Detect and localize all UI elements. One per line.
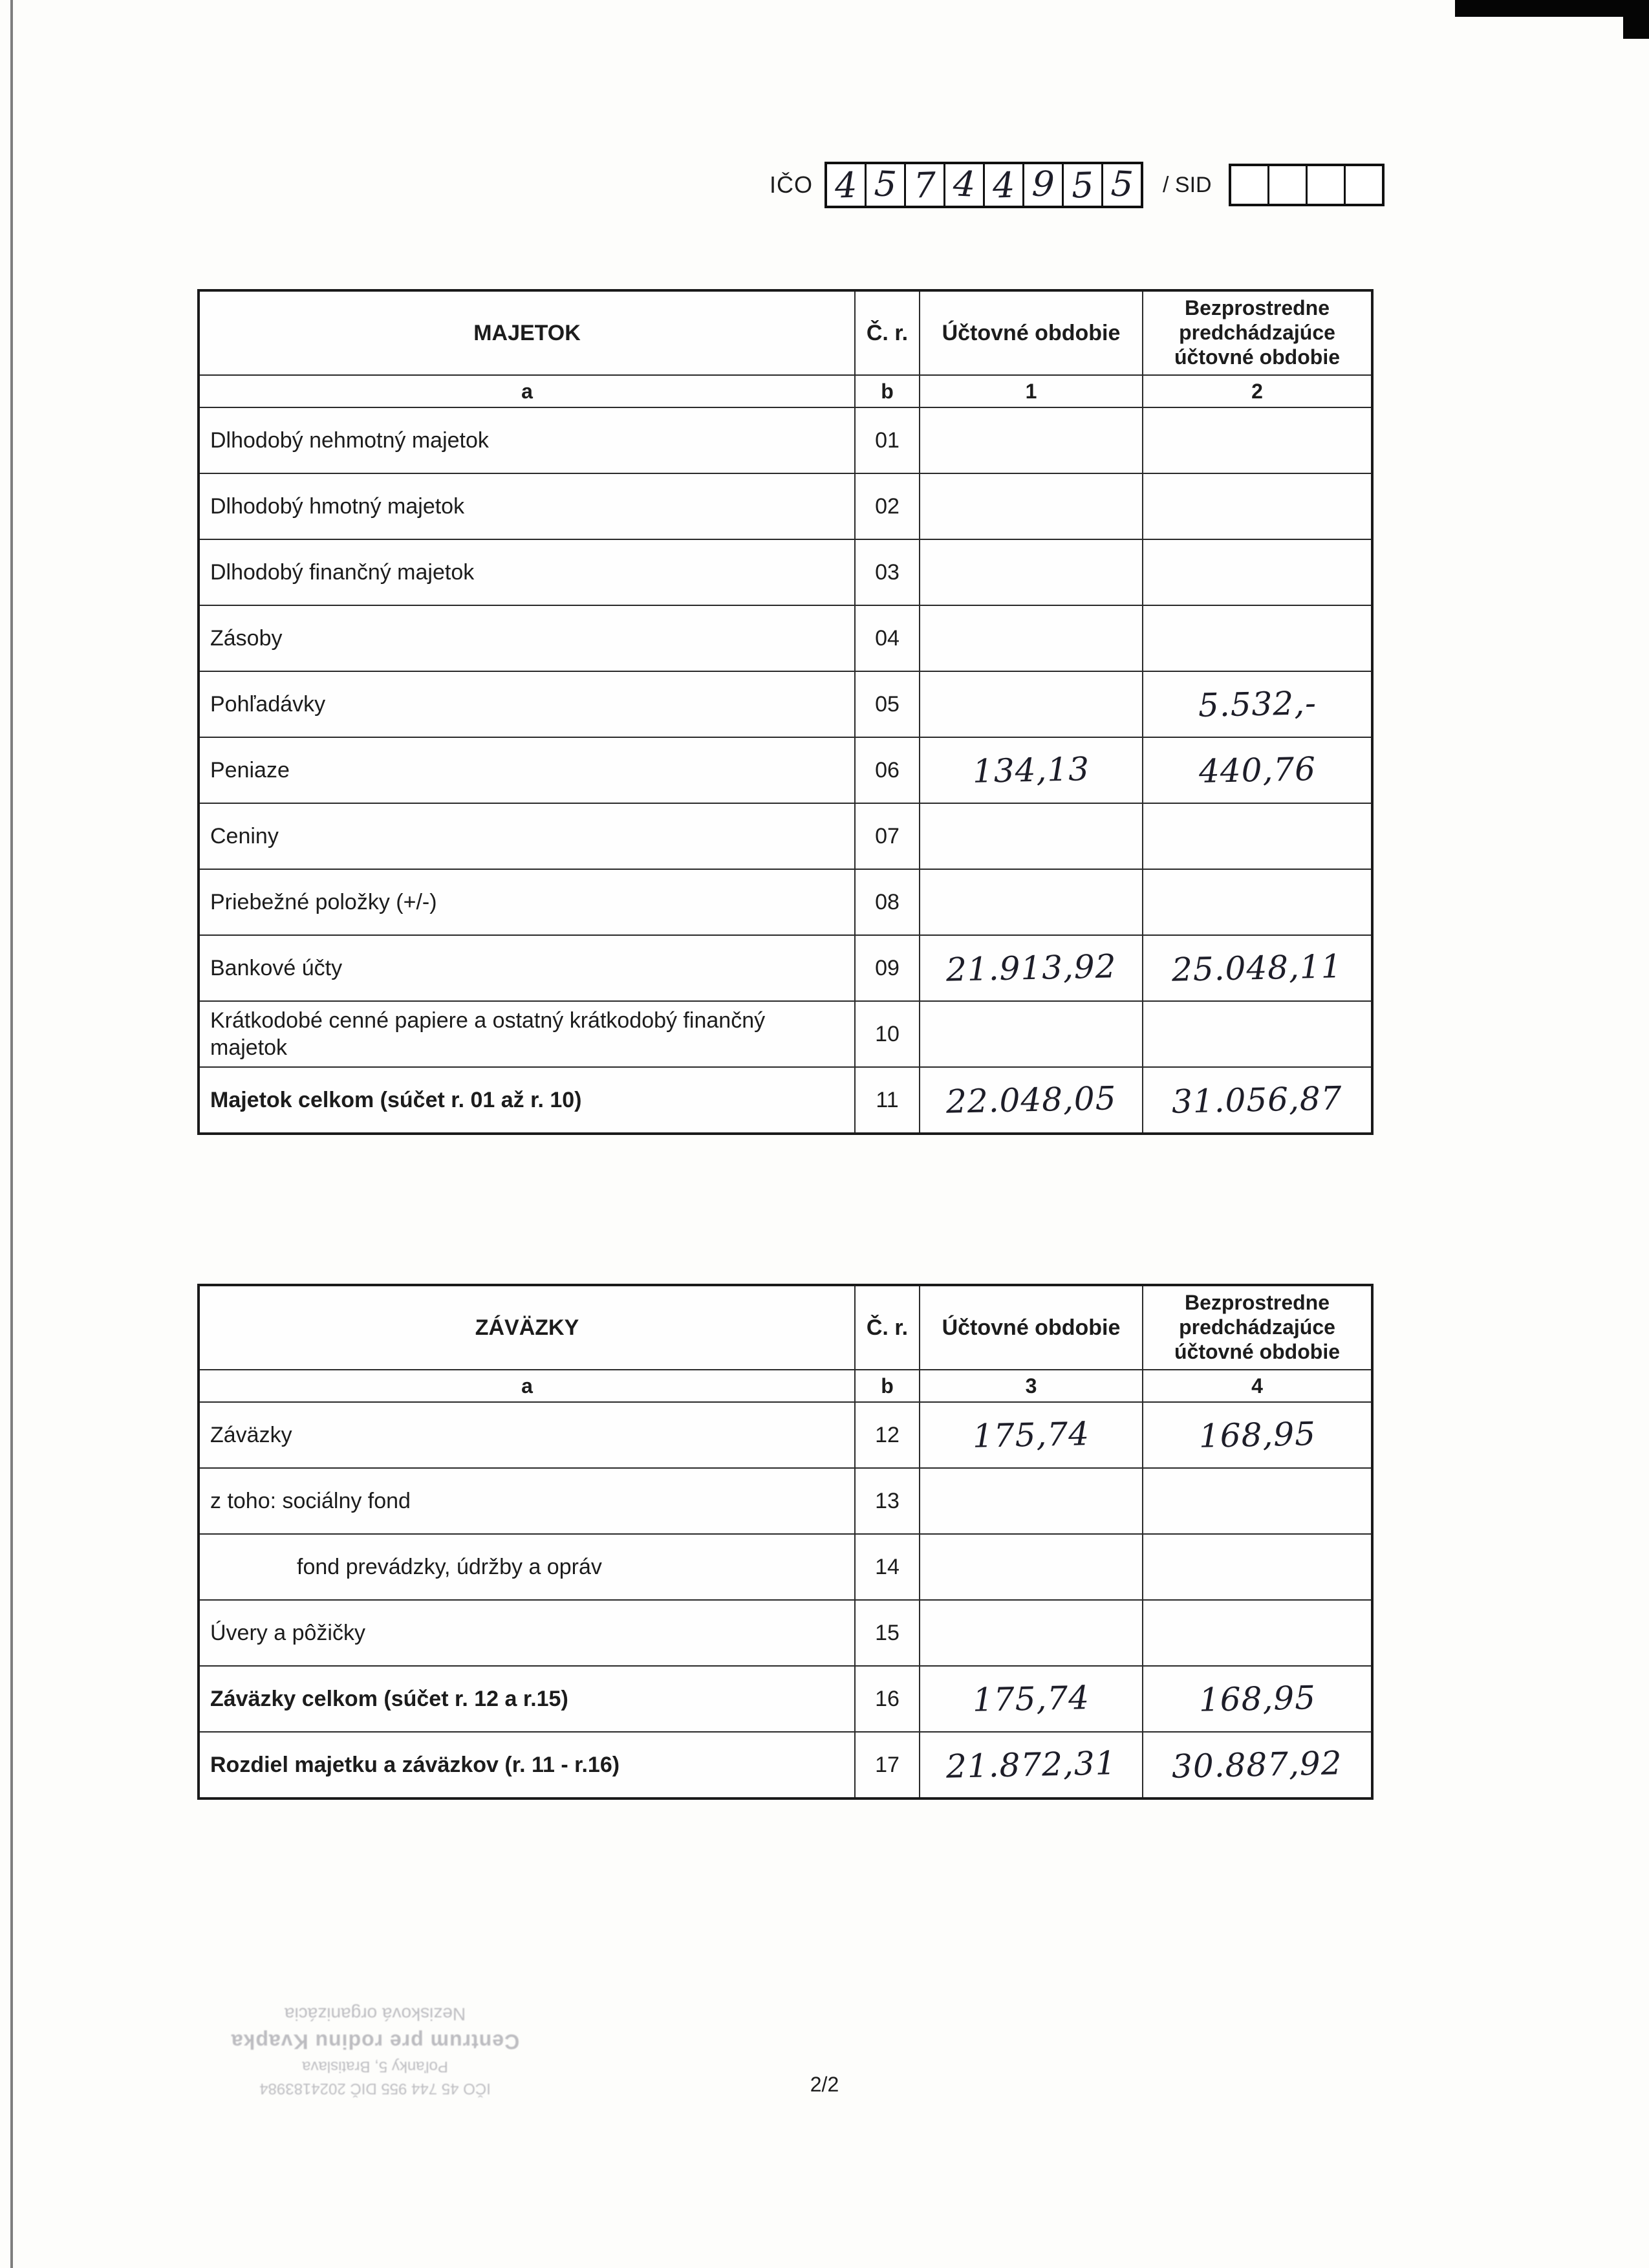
value-current	[920, 869, 1143, 935]
row-number: 08	[855, 869, 920, 935]
row-label: Rozdiel majetku a záväzkov (r. 11 - r.16)	[199, 1732, 855, 1798]
row-number: 02	[855, 473, 920, 539]
row-number: 15	[855, 1600, 920, 1666]
subheader-a: a	[199, 1370, 855, 1402]
column-header-previous-period: Bezprostredne predchádzajúce účtovné obdobie	[1143, 290, 1372, 375]
value-current	[920, 1534, 1143, 1600]
column-header-cr: Č. r.	[855, 290, 920, 375]
majetok-table	[197, 289, 1374, 1135]
table-row	[199, 473, 1372, 539]
ico-digit-box	[983, 164, 1022, 206]
row-label: fond prevádzky, údržby a opráv	[199, 1534, 855, 1600]
row-label: Krátkodobé cenné papiere a ostatný krátkodobý finančný majetok	[199, 1001, 855, 1067]
row-number: 09	[855, 935, 920, 1001]
value-previous	[1143, 1600, 1372, 1666]
stamp-line-ico: IČO 45 744 955 DIČ 2024183984	[259, 2080, 491, 2098]
table-row	[199, 671, 1372, 737]
ico-digit-box	[827, 164, 865, 206]
ico-digit: 4	[952, 162, 976, 205]
table-row	[199, 605, 1372, 671]
value-current	[920, 539, 1143, 605]
row-number: 17	[855, 1732, 920, 1798]
subheader-2: 2	[1143, 375, 1372, 407]
row-number: 01	[855, 407, 920, 473]
value-previous	[1143, 605, 1372, 671]
handwritten-value: 22.048,05	[945, 1079, 1117, 1121]
handwritten-value: 440,76	[1198, 750, 1317, 790]
majetok-subheader-row	[199, 375, 1372, 407]
row-label: Ceniny	[199, 803, 855, 869]
row-number: 05	[855, 671, 920, 737]
sid-box	[1306, 166, 1344, 204]
table-row	[199, 1600, 1372, 1666]
row-number: 10	[855, 1001, 920, 1067]
table-row	[199, 1468, 1372, 1534]
value-current	[920, 935, 1143, 1001]
subheader-1: 1	[920, 375, 1143, 407]
handwritten-value: 175,74	[972, 1679, 1090, 1719]
column-header-current-period: Účtovné obdobie	[920, 1285, 1143, 1370]
row-label: Dlhodobý nehmotný majetok	[199, 407, 855, 473]
value-current	[920, 1732, 1143, 1798]
value-current	[920, 473, 1143, 539]
value-previous	[1143, 869, 1372, 935]
table-row	[199, 1666, 1372, 1732]
row-label: Majetok celkom (súčet r. 01 až r. 10)	[199, 1067, 855, 1134]
zavazky-header-row	[199, 1285, 1372, 1370]
table-row	[199, 1067, 1372, 1134]
row-number: 03	[855, 539, 920, 605]
value-previous	[1143, 407, 1372, 473]
subheader-a: a	[199, 375, 855, 407]
value-previous	[1143, 1402, 1372, 1468]
sid-box	[1267, 166, 1306, 204]
table-row	[199, 539, 1372, 605]
ico-digit-box	[1062, 164, 1101, 206]
value-previous	[1143, 935, 1372, 1001]
value-previous	[1143, 671, 1372, 737]
value-previous	[1143, 473, 1372, 539]
ico-sid-header	[770, 162, 1385, 208]
ico-digit: 5	[873, 162, 898, 205]
value-previous	[1143, 1468, 1372, 1534]
row-number: 07	[855, 803, 920, 869]
ico-digit-box	[1022, 164, 1062, 206]
ico-digit-box	[943, 164, 983, 206]
value-current	[920, 1666, 1143, 1732]
handwritten-value: 21.913,92	[945, 947, 1117, 989]
scan-corner-artifact	[1455, 0, 1649, 17]
zavazky-subheader-row	[199, 1370, 1372, 1402]
value-current	[920, 737, 1143, 803]
value-previous	[1143, 803, 1372, 869]
stamp-line-name: Centrum pre rodinu Kvapka	[230, 2029, 520, 2053]
value-current	[920, 1001, 1143, 1067]
row-label: Pohľadávky	[199, 671, 855, 737]
table-row	[199, 1001, 1372, 1067]
value-previous	[1143, 1666, 1372, 1732]
handwritten-value: 134,13	[972, 750, 1090, 790]
value-current	[920, 803, 1143, 869]
row-label: Priebežné položky (+/-)	[199, 869, 855, 935]
handwritten-value: 31.056,87	[1171, 1079, 1343, 1121]
value-current	[920, 671, 1143, 737]
value-current	[920, 605, 1143, 671]
handwritten-value: 5.532,-	[1197, 684, 1317, 724]
row-number: 13	[855, 1468, 920, 1534]
column-header-majetok: MAJETOK	[199, 290, 855, 375]
ico-digit: 5	[1110, 162, 1134, 205]
stamp-line-address: Poľanky 5, Bratislava	[302, 2058, 448, 2076]
ico-digit-box	[904, 164, 943, 206]
table-row	[199, 737, 1372, 803]
ico-digit: 7	[912, 164, 937, 206]
handwritten-value: 175,74	[972, 1415, 1090, 1455]
value-previous	[1143, 1534, 1372, 1600]
value-previous	[1143, 1067, 1372, 1134]
row-label: Záväzky celkom (súčet r. 12 a r.15)	[199, 1666, 855, 1732]
row-label: z toho: sociálny fond	[199, 1468, 855, 1534]
column-header-previous-period: Bezprostredne predchádzajúce účtovné obdobie	[1143, 1285, 1372, 1370]
ico-digit: 5	[1070, 164, 1095, 206]
table-row	[199, 803, 1372, 869]
row-number: 12	[855, 1402, 920, 1468]
ico-digit: 4	[834, 164, 858, 206]
row-number: 06	[855, 737, 920, 803]
sid-label: / SID	[1163, 172, 1212, 197]
handwritten-value: 30.887,92	[1171, 1744, 1343, 1786]
row-number: 16	[855, 1666, 920, 1732]
value-current	[920, 1067, 1143, 1134]
handwritten-value: 21.872,31	[945, 1744, 1117, 1786]
value-previous	[1143, 737, 1372, 803]
subheader-b: b	[855, 1370, 920, 1402]
subheader-4: 4	[1143, 1370, 1372, 1402]
handwritten-value: 168,95	[1198, 1415, 1317, 1455]
table-row	[199, 407, 1372, 473]
page-number: 2/2	[810, 2073, 839, 2096]
stamp-line-org-type: Nezisková organizácia	[284, 2004, 466, 2025]
row-number: 11	[855, 1067, 920, 1134]
table-row	[199, 1534, 1372, 1600]
sid-boxes	[1229, 164, 1385, 206]
row-label: Peniaze	[199, 737, 855, 803]
ico-digit-box	[865, 164, 904, 206]
ico-digit: 4	[991, 164, 1016, 206]
ico-label: IČO	[770, 171, 814, 198]
handwritten-value: 168,95	[1198, 1679, 1317, 1719]
value-previous	[1143, 539, 1372, 605]
ico-digit-box	[1101, 164, 1141, 206]
value-current	[920, 1402, 1143, 1468]
table-row	[199, 1732, 1372, 1798]
row-number: 04	[855, 605, 920, 671]
ico-digit: 9	[1031, 162, 1055, 205]
zavazky-table	[197, 1284, 1374, 1800]
majetok-header-row	[199, 290, 1372, 375]
row-label: Bankové účty	[199, 935, 855, 1001]
value-current	[920, 407, 1143, 473]
sid-box	[1344, 166, 1382, 204]
row-label: Dlhodobý hmotný majetok	[199, 473, 855, 539]
subheader-b: b	[855, 375, 920, 407]
handwritten-value: 25.048,11	[1171, 947, 1343, 989]
row-label: Záväzky	[199, 1402, 855, 1468]
scan-edge-artifact	[10, 0, 13, 2268]
row-label: Úvery a pôžičky	[199, 1600, 855, 1666]
column-header-current-period: Účtovné obdobie	[920, 290, 1143, 375]
column-header-cr: Č. r.	[855, 1285, 920, 1370]
sid-box	[1231, 166, 1267, 204]
value-current	[920, 1600, 1143, 1666]
table-row	[199, 869, 1372, 935]
value-current	[920, 1468, 1143, 1534]
subheader-3: 3	[920, 1370, 1143, 1402]
scan-corner-artifact	[1623, 0, 1649, 39]
table-row	[199, 935, 1372, 1001]
row-label: Dlhodobý finančný majetok	[199, 539, 855, 605]
value-previous	[1143, 1732, 1372, 1798]
value-previous	[1143, 1001, 1372, 1067]
table-row	[199, 1402, 1372, 1468]
column-header-zavazky: ZÁVÄZKY	[199, 1285, 855, 1370]
row-number: 14	[855, 1534, 920, 1600]
ico-digit-boxes	[824, 162, 1143, 208]
row-label: Zásoby	[199, 605, 855, 671]
